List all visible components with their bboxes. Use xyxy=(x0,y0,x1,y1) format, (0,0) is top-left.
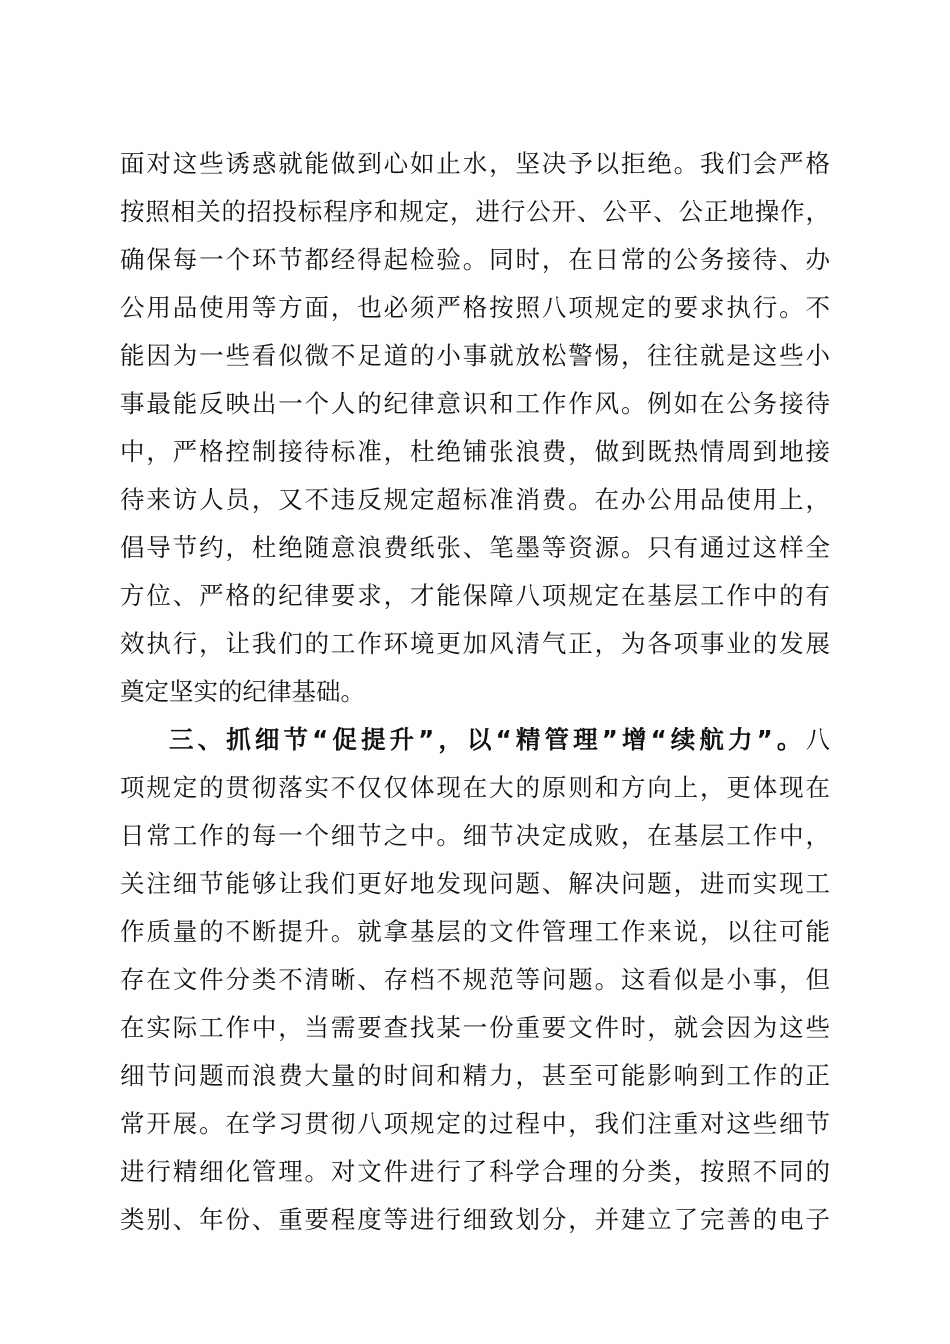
paragraph-line: 待来访人员，又不违反规定超标准消费。在办公用品使用上， xyxy=(120,485,830,514)
paragraph-line: 确保每一个环节都经得起检验。同时，在日常的公务接待、办 xyxy=(120,245,830,274)
section-heading: 三、抓细节“促提升”，以“精管理”增“续航力”。 xyxy=(169,725,806,754)
paragraph-line: 奠定坚实的纪律基础。 xyxy=(120,677,365,706)
paragraph-line: 项规定的贯彻落实不仅仅体现在大的原则和方向上，更体现在 xyxy=(120,773,830,802)
paragraph-line: 效执行，让我们的工作环境更加风清气正，为各项事业的发展 xyxy=(120,629,830,658)
paragraph-line: 常开展。在学习贯彻八项规定的过程中，我们注重对这些细节 xyxy=(120,1109,830,1138)
document-body xyxy=(120,140,830,1244)
paragraph-line: 倡导节约，杜绝随意浪费纸张、笔墨等资源。只有通过这样全 xyxy=(120,533,830,562)
paragraph-line: 面对这些诱惑就能做到心如止水，坚决予以拒绝。我们会严格 xyxy=(120,149,830,178)
paragraph-line: 在实际工作中，当需要查找某一份重要文件时，就会因为这些 xyxy=(120,1013,830,1042)
paragraph-line: 公用品使用等方面，也必须严格按照八项规定的要求执行。不 xyxy=(120,293,830,322)
paragraph-line: 类别、年份、重要程度等进行细致划分，并建立了完善的电子 xyxy=(120,1205,830,1234)
section-heading-line xyxy=(120,716,830,764)
paragraph-line: 细节问题而浪费大量的时间和精力，甚至可能影响到工作的正 xyxy=(120,1061,830,1090)
section-heading-tail: 八 xyxy=(805,725,830,754)
paragraph-line: 方位、严格的纪律要求，才能保障八项规定在基层工作中的有 xyxy=(120,581,830,610)
paragraph-line: 能因为一些看似微不足道的小事就放松警惕，往往就是这些小 xyxy=(120,341,830,370)
paragraph-1 xyxy=(120,140,830,716)
paragraph-line: 中，严格控制接待标准，杜绝铺张浪费，做到既热情周到地接 xyxy=(120,437,830,466)
paragraph-line: 作质量的不断提升。就拿基层的文件管理工作来说，以往可能 xyxy=(120,917,830,946)
section-3 xyxy=(120,716,830,1244)
paragraph-line: 事最能反映出一个人的纪律意识和工作作风。例如在公务接待 xyxy=(120,389,830,418)
paragraph-line: 存在文件分类不清晰、存档不规范等问题。这看似是小事，但 xyxy=(120,965,830,994)
paragraph-line: 进行精细化管理。对文件进行了科学合理的分类，按照不同的 xyxy=(120,1157,830,1186)
paragraph-line: 日常工作的每一个细节之中。细节决定成败，在基层工作中， xyxy=(120,821,830,850)
paragraph-line: 关注细节能够让我们更好地发现问题、解决问题，进而实现工 xyxy=(120,869,830,898)
paragraph-line: 按照相关的招投标程序和规定，进行公开、公平、公正地操作， xyxy=(120,197,830,226)
